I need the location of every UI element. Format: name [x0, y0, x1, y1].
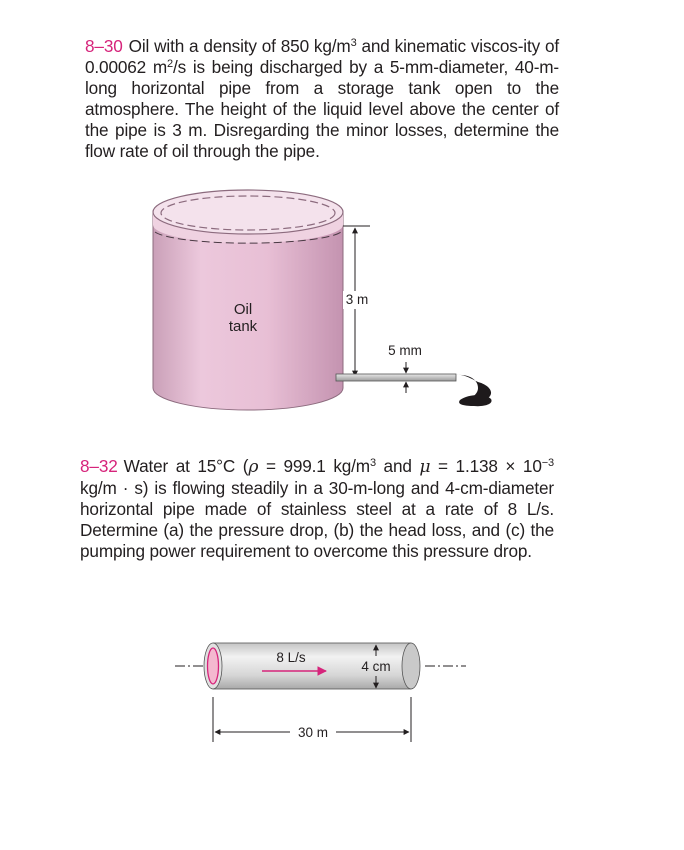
- tank-label-oil: Oil: [233, 301, 253, 318]
- superscript: 3: [369, 457, 376, 469]
- problem-text: Water at 15°C (: [123, 456, 249, 476]
- problem-number: 8–30: [85, 36, 123, 56]
- discharge-pipe: [336, 374, 456, 381]
- problem-number: 8–32: [80, 456, 118, 476]
- problem-text: = 999.1 kg/m: [258, 456, 370, 476]
- problem-text: = 1.138 × 10: [430, 456, 542, 476]
- problem-text: /s is being discharged by a 5-mm-diameter, 40-m-long horizontal pipe from a storage tank open to the atmosphere. The height of the liquid level above the center of the pipe is 3 m. Disregarding the minor losses, determine the flow rate of oil through the pipe.: [85, 57, 560, 161]
- length-label: 30 m: [297, 725, 329, 740]
- problem-text: and kinematic viscos-ity of 0.00062 m: [85, 36, 560, 77]
- tank-rim: [153, 190, 343, 234]
- diameter-label: 4 cm: [361, 659, 391, 674]
- problem-text: Oil with a density of 850 kg/m: [128, 36, 351, 56]
- superscript: −3: [541, 457, 554, 469]
- pipe-figure: [175, 643, 466, 742]
- superscript: 3: [350, 37, 357, 49]
- problem-text: kg/m · s) is flowing steadily in a 30-m-long and 4-cm-diameter horizontal pipe made of stainless steel at a rate of 8 L/s. Determine (a) the pressure drop, (b) the head loss, and (c) the pumping power requirement to overcome this pressure drop.: [80, 478, 554, 561]
- tank-label-tank: tank: [228, 318, 258, 335]
- rho-symbol: ρ: [248, 457, 259, 477]
- pipe-left-inner: [208, 648, 219, 684]
- height-label: 3 m: [345, 292, 369, 307]
- pipe-diameter-label: 5 mm: [388, 343, 422, 358]
- pipe-right-end: [402, 643, 420, 689]
- problem-text: and: [375, 456, 420, 476]
- superscript: 2: [167, 58, 173, 70]
- oil-tank-figure: [153, 190, 492, 410]
- oil-puddle: [459, 395, 491, 406]
- mu-symbol: μ: [419, 457, 431, 477]
- flow-rate-label: 8 L/s: [276, 650, 306, 665]
